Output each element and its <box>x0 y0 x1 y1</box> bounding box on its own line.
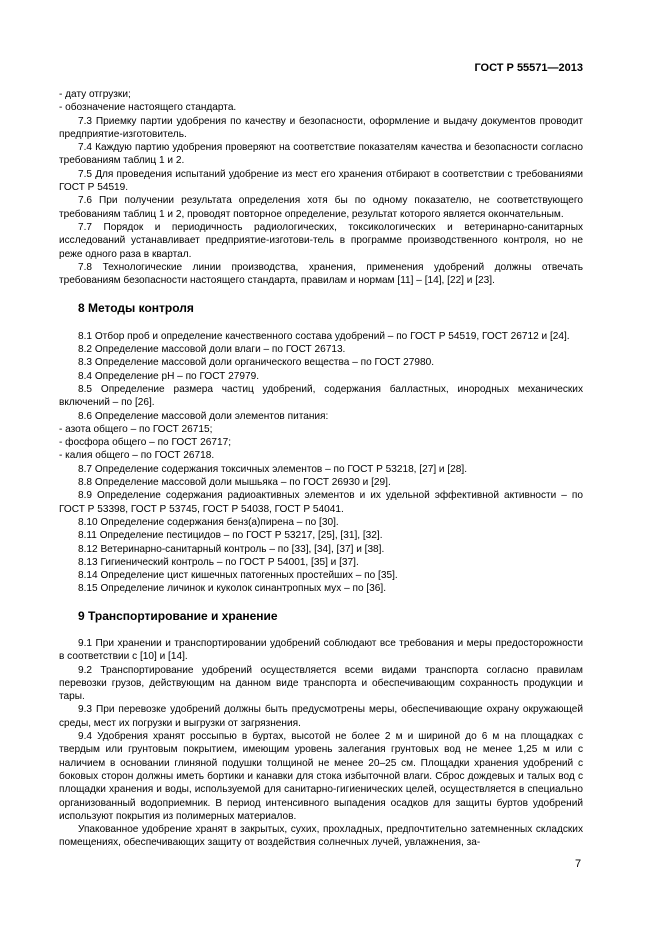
paragraph: 8.15 Определение личинок и куколок синантропных мух – по [36]. <box>78 583 387 595</box>
paragraph: 9.2 Транспортирование удобрений осуществляется всеми видами транспорта согласно правилам перевозки грузов, действующим на данном виде транспорта и обеспечивающим сохранность продукции и тары. <box>59 664 583 703</box>
paragraph: - калия общего – по ГОСТ 26718. <box>59 450 215 462</box>
paragraph: 8.6 Определение массовой доли элементов питания: <box>78 410 329 422</box>
paragraph: 8.2 Определение массовой доли влаги – по ГОСТ 26713. <box>78 344 346 356</box>
paragraph: 8.7 Определение содержания токсичных элементов – по ГОСТ Р 53218, [27] и [28]. <box>78 463 468 475</box>
paragraph: 8.8 Определение массовой доли мышьяка – по ГОСТ 26930 и [29]. <box>78 477 391 489</box>
paragraph: 7.3 Приемку партии удобрения по качеству и безопасности, оформление и выдачу документов проводит предприятие-изготовитель. <box>59 115 583 140</box>
paragraph: 8.12 Ветеринарно-санитарный контроль – по [33], [34], [37] и [38]. <box>78 543 385 555</box>
page-number: 7 <box>575 858 582 870</box>
section-9-body <box>59 637 583 850</box>
paragraph: 7.4 Каждую партию удобрения проверяют на соответствие показателям качества и безопасности согласно требованиям таблиц 1 и 2. <box>59 142 583 167</box>
section-8-heading: 8 Методы контроля <box>78 301 194 316</box>
paragraph: 8.13 Гигиенический контроль – по ГОСТ Р 54001, [35] и [37]. <box>78 556 359 568</box>
paragraph: - обозначение настоящего стандарта. <box>59 102 237 114</box>
paragraph: 8.9 Определение содержания радиоактивных элементов и их удельной эффективной активности – по ГОСТ Р 53398, ГОСТ Р 53745, ГОСТ Р 54038, ГОСТ Р 54041. <box>59 490 583 515</box>
paragraph: 7.6 При получении результата определения хотя бы по одному показателю, не соответствующего требованиям таблиц 1 и 2, проводят повторное определение, результат которого является окончательным. <box>59 195 583 220</box>
section-9-heading: 9 Транспортирование и хранение <box>78 608 278 623</box>
paragraph: 9.1 При хранении и транспортировании удобрений соблюдают все требования и меры предосторожности в соответствии с [10] и [14]. <box>59 637 583 663</box>
paragraph: - дату отгрузки; <box>59 89 131 100</box>
paragraph: 8.11 Определение пестицидов – по ГОСТ Р 53217, [25], [31], [32]. <box>78 530 383 542</box>
paragraph: 9.3 При перевозке удобрений должны быть предусмотрены меры, обеспечивающие охрану окружающей среды, мест их погрузки и выгрузки от загрязнения. <box>59 704 583 729</box>
paragraph: 7.5 Для проведения испытаний удобрение из мест его хранения отбирают в соответствии с требованиями ГОСТ Р 54519. <box>59 168 583 194</box>
paragraph: Упакованное удобрение хранят в закрытых, сухих, прохладных, предпочтительно затемненных складских помещениях, обеспечивающих защиту от воздействия солнечных лучей, увлажнения, за- <box>59 824 583 849</box>
paragraph: 7.8 Технологические линии производства, хранения, применения удобрений должны отвечать требованиям безопасности настоящего стандарта, правилам и нормам [11] – [14], [22] и [23]. <box>59 261 583 287</box>
paragraph: 7.7 Порядок и периодичность радиологических, токсикологических и ветеринарно-санитарных исследований устанавливает предприятие-изготови-тель в программе производственного контроля, но не реже одного раза в квартал. <box>59 221 583 260</box>
paragraph: - азота общего – по ГОСТ 26715; <box>59 423 213 435</box>
paragraph: 9.4 Удобрения хранят россыпью в буртах, высотой не более 2 м и шириной до 6 м на площадках с твердым или грунтовым покрытием, имеющим уровень залегания грунтовых вод не менее 1,25 м или с наличием в основании глиняной подушки толщиной не менее 20–25 см. Площадки хранения удобрений с боковых сторон должны иметь бортики и канавки для стока избыточной влаги. Сброс дождевых и талых вод с площадки хранения и воды, используемой для санитарно-гигиенических целей, осуществляется в специально организованный водоприемник. В период интенсивного выпадения осадков для защиты буртов удобрений используют покрытия из полимерных материалов. <box>59 731 583 822</box>
paragraph: 8.4 Определение рН – по ГОСТ 27979. <box>78 370 260 382</box>
page-content <box>59 88 583 850</box>
paragraph: 8.5 Определение размера частиц удобрений, содержания балластных, инородных механических включений – по [26]. <box>59 383 583 409</box>
document-header: ГОСТ Р 55571—2013 <box>474 62 583 74</box>
section-8-body <box>59 330 583 596</box>
paragraph: 8.10 Определение содержания бенз(а)пирена – по [30]. <box>78 516 339 528</box>
paragraph: 8.1 Отбор проб и определение качественного состава удобрений – по ГОСТ Р 54519, ГОСТ 26712 и [24]. <box>78 330 570 342</box>
section-7-tail <box>59 88 583 287</box>
paragraph: - фосфора общего – по ГОСТ 26717; <box>59 437 232 449</box>
paragraph: 8.3 Определение массовой доли органического вещества – по ГОСТ 27980. <box>78 357 435 369</box>
paragraph: 8.14 Определение цист кишечных патогенных простейших – по [35]. <box>78 570 398 582</box>
